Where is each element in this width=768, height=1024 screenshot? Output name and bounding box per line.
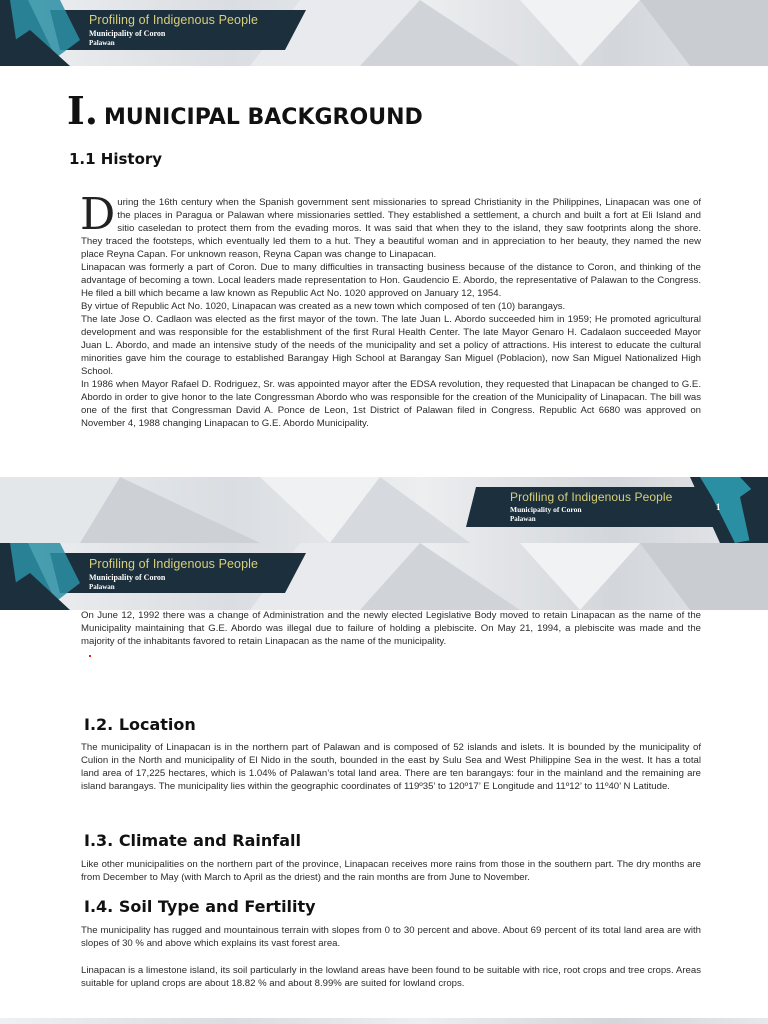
footer-decoration (0, 477, 768, 543)
header-title: Profiling of Indigenous People (89, 13, 259, 27)
header-municipality: Municipality of Coron (89, 573, 166, 582)
page-number: 1 (716, 502, 721, 512)
footer-municipality: Municipality of Coron (510, 505, 582, 514)
header-province: Palawan (89, 39, 115, 47)
soil-paragraph: The municipality has rugged and mountainous terrain with slopes from 0 to 30 percent and above. About 69 percent of its total land area are with slopes of 30 % and above which explains its vast forest area. (81, 925, 701, 949)
section-title-climate: I.3. Climate and Rainfall (84, 831, 301, 850)
section-title-location: I.2. Location (84, 715, 196, 734)
header-title: Profiling of Indigenous People (89, 557, 259, 571)
section-title-history: 1.1 History (69, 150, 163, 168)
chapter-title: MUNICIPAL BACKGROUND (104, 105, 423, 130)
history-paragraph: In 1986 when Mayor Rafael D. Rodriguez, Sr. was appointed mayor after the EDSA revolution, they requested that Linapacan be changed to G.E. Abordo in order to give honor to the late Congressman Abordo who was responsible for the creation of the Municipality of Linapacan. The bill was one of the first that Congressman David A. Ponce de Leon, 1st District of Palawan filed in Congress. Republic Act 6680 was approved on November 4, 1988 changing Linapacan to G.E. Abordo Municipality. (81, 379, 701, 429)
history-paragraph: By virtue of Republic Act No. 1020, Linapacan was created as a new town which composed of ten (10) barangays. (81, 301, 566, 312)
stray-mark (89, 655, 91, 657)
history-text (80, 189, 701, 430)
footer-title: Profiling of Indigenous People (510, 490, 673, 504)
page2-header-band (0, 543, 768, 610)
chapter-number: I. (67, 88, 99, 133)
soil-paragraph: Linapacan is a limestone island, its soil particularly in the lowland areas have been found to be suitable with rice, root crops and tree crops. Areas suitable for upland crops are about 18.82 % and about 8.99% are suited for lowland crops. (81, 965, 701, 989)
page1-header-band (0, 0, 768, 66)
section-title-soil: I.4. Soil Type and Fertility (84, 897, 316, 916)
page1-footer-band (0, 477, 768, 543)
header-province: Palawan (89, 583, 115, 591)
location-paragraph: The municipality of Linapacan is in the northern part of Palawan and is composed of 52 islands and islets. It is bounded by the municipality of Culion in the North and municipality of El Nido in the south, bounded in the east by Sulu Sea and West Philippine Sea in the west. It has a total land area of 17,225 hectares, which is 1.04% of Palawan’s total land area. There are ten barangays: four in the mainland and the remaining are island barangays. The municipality lies within the geographic coordinates of 119º35’ to 120º17’ E Longitude and 11º12’ to 11º40’ N Latitude. (81, 742, 701, 792)
history-paragraph: Linapacan was formerly a part of Coron. Due to many difficulties in transacting business because of the distance to Coron, and thinking of the advantage of becoming a town. Local leaders made representation to Hon. Gaudencio E. Abordo, the representative of Palawan to the Congress. He filed a bill which became a law known as Republic Act No. 1020 approved on January 12, 1954. (81, 262, 701, 299)
history-paragraph: uring the 16th century when the Spanish government sent missionaries to spread Christianity in the Philippines, Linapacan was one of the places in Paragua or Palawan where missionaries settled. They established a settlement, a church and built a fort at Eli Island and sitio caseledan to protect them from the evading moros. It was said that when they to the island, they saw footprints along the shore. They traced the footsteps, which eventually led them to a hut. They a beautiful woman and in appreciation to her beauty, they named the new place Reyna Capan. For unknown reason, Reyna Capan was change to Linapacan. (81, 197, 701, 260)
header-municipality: Municipality of Coron (89, 29, 166, 38)
intro-paragraph: On June 12, 1992 there was a change of Administration and the newly elected Legislative Body moved to retain Linapacan as the name of the Municipality maintaining that G.E. Abordo was illegal due to failure of holding a plebiscite. On May 21, 1994, a plebiscite was made and the majority of the inhabitants favored to retain Linapacan as the name of the municipality. (81, 610, 701, 647)
climate-paragraph: Like other municipalities on the northern part of the province, Linapacan receives more rains from those in the southern part. The dry months are from December to May (with March to April as the driest) and the rain months are from June to November. (81, 859, 701, 883)
chapter-heading (67, 88, 423, 133)
page2-footer-band (0, 1018, 768, 1024)
footer-province: Palawan (510, 515, 536, 523)
dropcap: D (80, 189, 116, 240)
history-paragraph: The late Jose O. Cadlaon was elected as the first mayor of the town. The late Juan L. Abordo succeeded him in 1959; He promoted agricultural development and was responsible for the establishment of the first Rural Health Center. The late Mayor Genaro H. Cadalaon succeeded Mayor Juan L. Abordo, and made an intensive study of the needs of the municipality and set a policy of attractions. His interest to educate the cultural minorities gave him the courage to established Barangay High School at Barangay San Miguel (Poblacion), now San Miguel Nationalized High School. (81, 314, 701, 377)
